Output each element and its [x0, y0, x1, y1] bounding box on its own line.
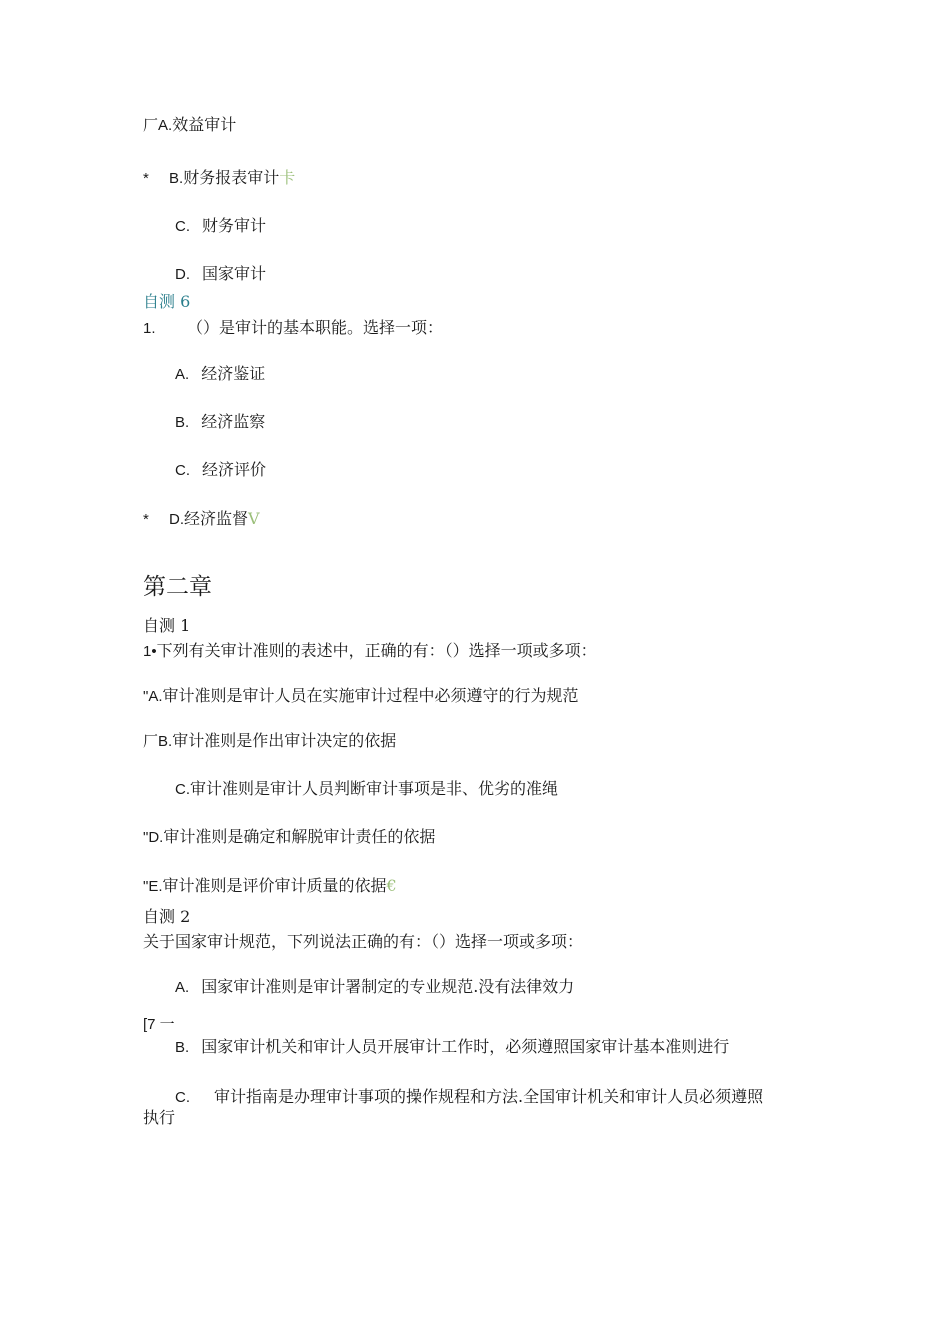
option-a-efficiency-audit — [143, 115, 236, 136]
option-c-financial-audit — [175, 216, 266, 237]
question-6-1 — [143, 318, 443, 339]
option-text: 经济鉴证 — [201, 364, 266, 383]
option-a-economic-verification — [175, 364, 265, 385]
option-prefix: 厂 — [143, 117, 159, 134]
answer-mark: 卡 — [279, 168, 296, 187]
question-text: （）是审计的基本职能。选择一项： — [187, 318, 444, 337]
option-b-economic-inspection — [175, 412, 265, 433]
option-text: 国家审计准则是审计署制定的专业规范.没有法律效力 — [201, 977, 575, 996]
option-letter: D. — [169, 511, 184, 528]
selftest-2-heading: 自测 2 — [143, 907, 191, 926]
option-d-state-audit — [175, 264, 266, 285]
option-text: 经济监督 — [184, 509, 249, 528]
selftest-6-heading: 自测 6 — [143, 292, 191, 311]
option-letter: D. — [175, 266, 190, 283]
option-letter: C. — [175, 781, 190, 798]
option-letter: C. — [175, 1089, 190, 1106]
option-c-audit-guide — [175, 1087, 763, 1108]
question-2-1 — [143, 641, 597, 662]
option-a-national-standards — [175, 977, 574, 998]
option-letter: D. — [148, 829, 164, 846]
option-text: 国家审计 — [202, 264, 267, 283]
option-b-financial-statement-audit — [143, 168, 295, 189]
option-text: 审计指南是办理审计事项的操作规程和方法.全国审计机关和审计人员必须遵照 — [214, 1087, 764, 1106]
option-text: 审计准则是审计人员判断审计事项是非、优劣的准绳 — [190, 779, 559, 798]
option-c-continuation: 执行 — [143, 1108, 176, 1127]
option-b-national-audit-work — [175, 1037, 729, 1058]
question-number: 1. — [143, 320, 156, 337]
option-prefix: * — [143, 511, 149, 528]
option-d-economic-supervision — [143, 509, 260, 530]
option-prefix: 厂 — [143, 733, 159, 750]
option-letter: A. — [148, 688, 163, 705]
option-prefix: " — [143, 688, 149, 705]
option-letter: A. — [158, 117, 173, 134]
question-2-2: 关于国家审计规范，下列说法正确的有：（）选择一项或多项： — [143, 932, 584, 951]
selftest-1-heading: 自测 1 — [143, 616, 191, 635]
option-text: 经济监察 — [201, 412, 266, 431]
option-letter: C. — [175, 462, 190, 479]
stray-marker: [7 一 — [143, 1016, 175, 1033]
option-prefix: * — [143, 170, 149, 187]
option-letter: A. — [175, 366, 190, 383]
option-text: 审计准则是审计人员在实施审计过程中必须遵守的行为规范 — [162, 686, 579, 705]
option-prefix: " — [143, 878, 149, 895]
option-text: 审计准则是评价审计质量的依据 — [162, 876, 387, 895]
option-letter: C. — [175, 218, 190, 235]
option-letter: B. — [158, 733, 173, 750]
option-text: 经济评价 — [202, 460, 267, 479]
question-text: 下列有关审计准则的表述中，正确的有：（）选择一项或多项： — [156, 641, 597, 660]
option-prefix: " — [143, 829, 149, 846]
option-c-economic-evaluation — [175, 460, 266, 481]
option-letter: B. — [169, 170, 184, 187]
option-d-standards-responsibility — [143, 827, 435, 848]
answer-mark: V — [248, 509, 260, 528]
option-text: 国家审计机关和审计人员开展审计工作时，必须遵照国家审计基本准则进行 — [201, 1037, 730, 1056]
option-e-standards-quality — [143, 876, 397, 897]
option-letter: E. — [148, 878, 163, 895]
option-text: 财务报表审计 — [183, 168, 280, 187]
option-letter: A. — [175, 979, 190, 996]
option-text: 审计准则是确定和解脱审计责任的依据 — [163, 827, 436, 846]
question-number: 1• — [143, 643, 157, 660]
option-text: 审计准则是作出审计决定的依据 — [172, 731, 397, 750]
option-a-standards-conduct — [143, 686, 579, 707]
chapter-heading: 第二章 — [143, 573, 212, 599]
option-text: 效益审计 — [172, 115, 237, 134]
option-letter: B. — [175, 1039, 190, 1056]
option-text: 财务审计 — [202, 216, 267, 235]
option-c-standards-judgment — [175, 779, 558, 800]
option-letter: B. — [175, 414, 190, 431]
answer-mark: € — [386, 876, 397, 895]
option-b-standards-decision — [143, 731, 396, 752]
